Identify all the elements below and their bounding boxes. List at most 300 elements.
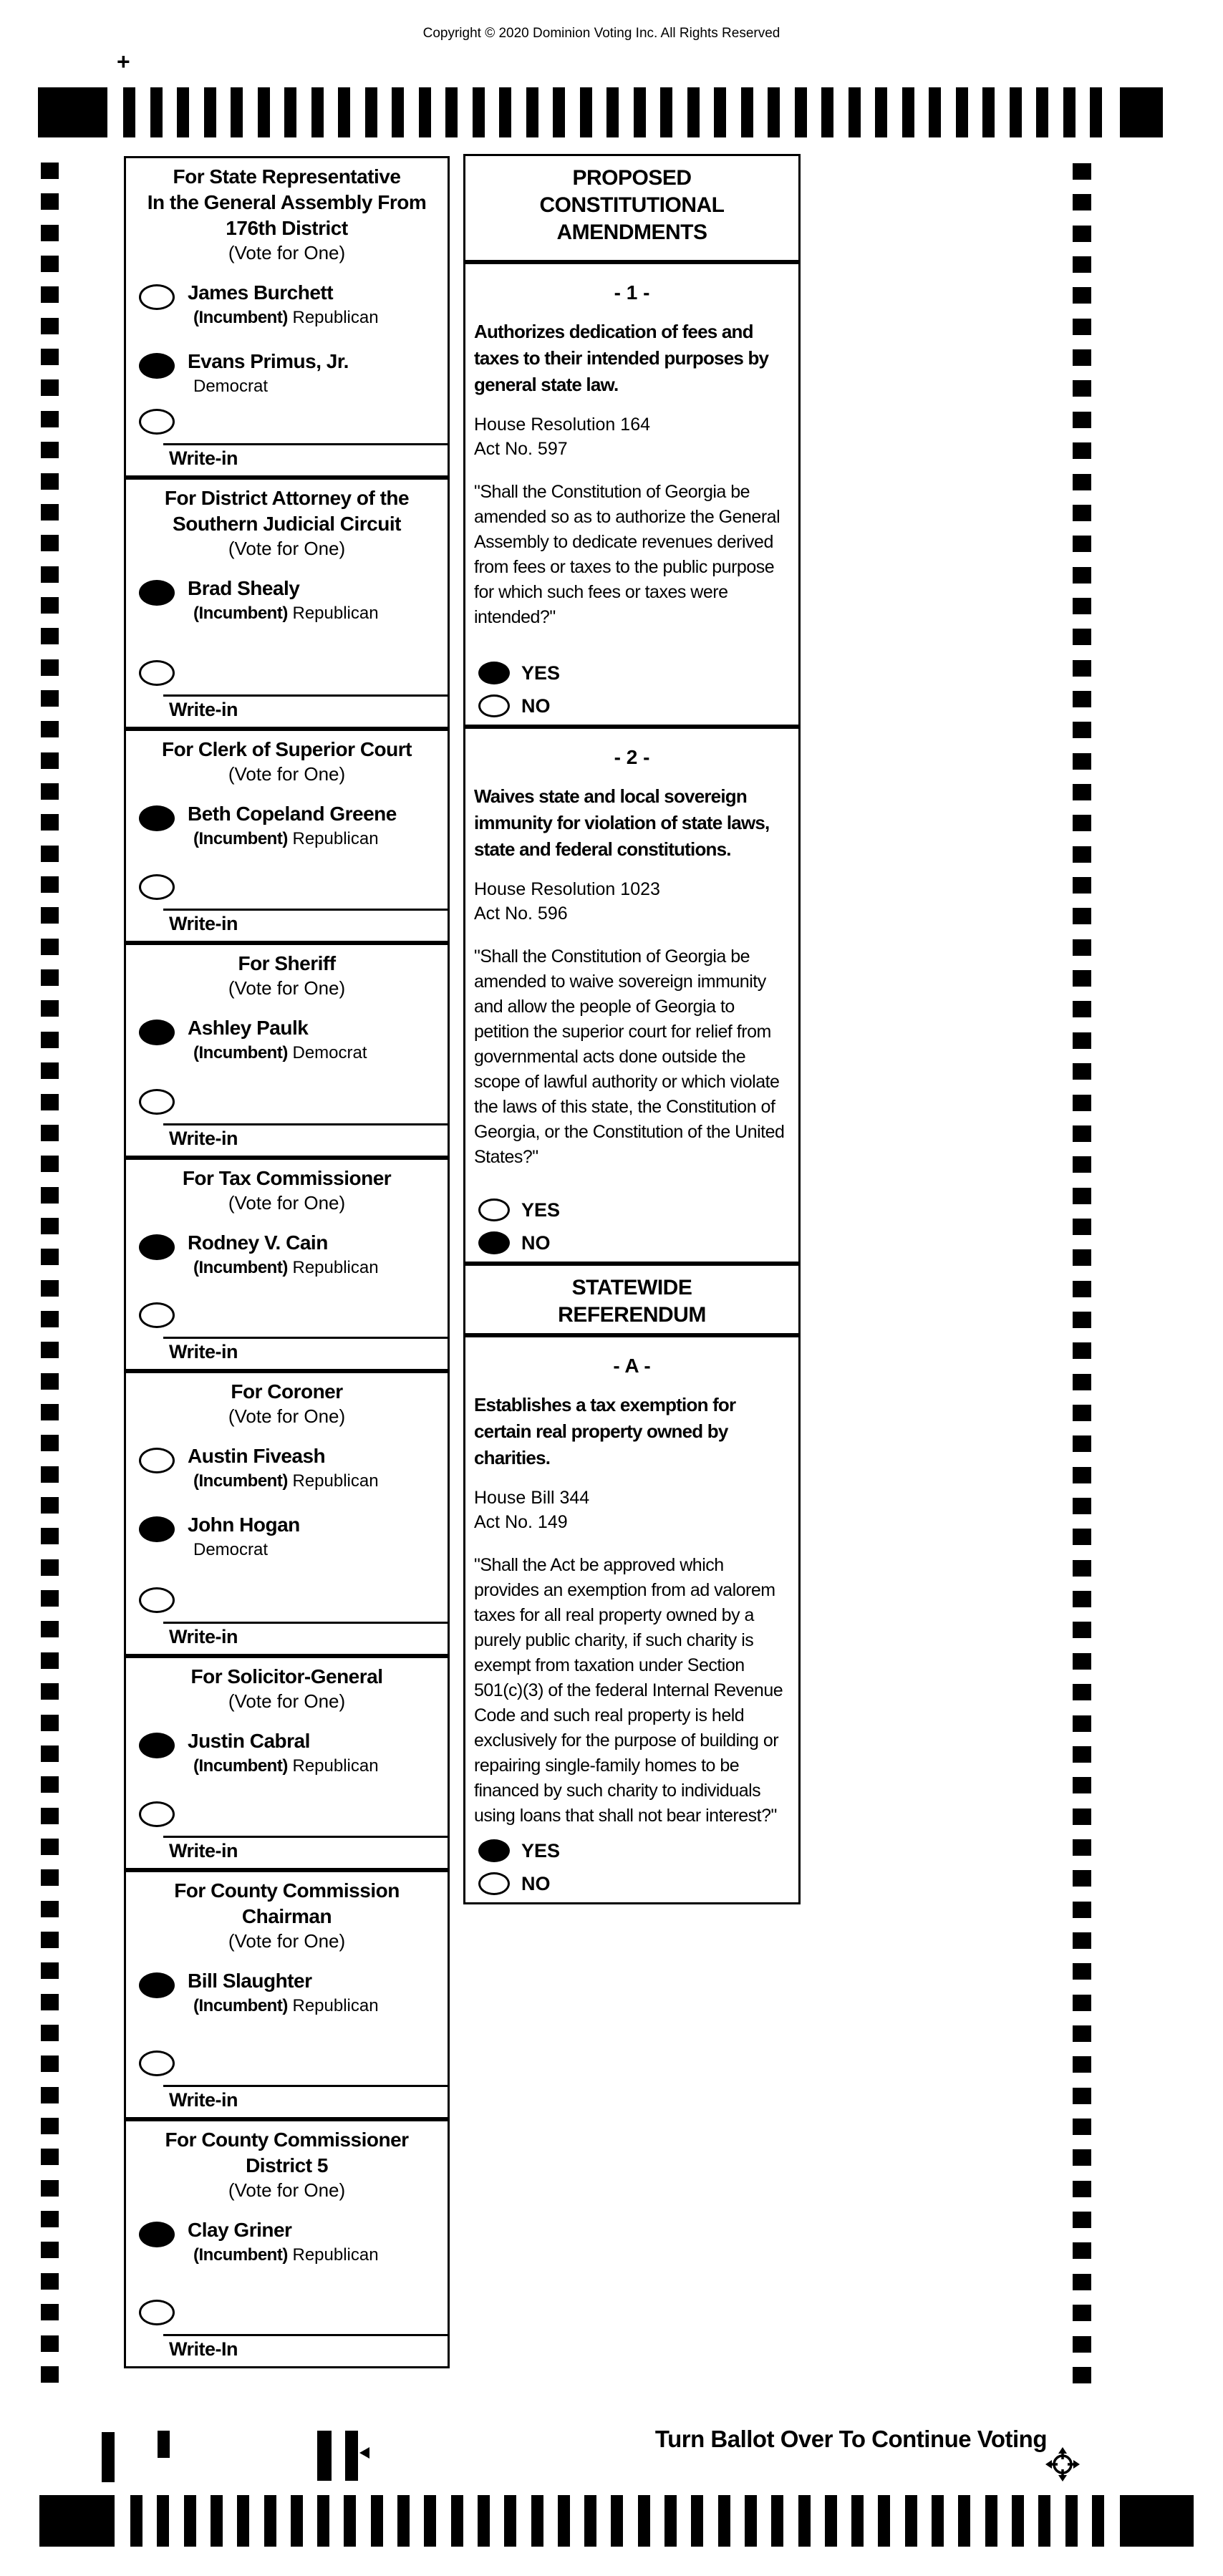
timing-mark-left bbox=[41, 2242, 59, 2258]
timing-mark-left bbox=[41, 1062, 59, 1079]
candidate-row bbox=[139, 1970, 448, 2038]
writein-oval[interactable] bbox=[139, 2300, 175, 2325]
measure-question: "Shall the Constitution of Georgia be amended to waive sovereign immunity and allow the people of Georgia to petition the superior court for relief from governmental acts done outside the scope of lawful authority or which violate the laws of this state, the Constitution of Georgia, or the Constitution of the United States?" bbox=[474, 946, 785, 1167]
option-no-oval[interactable] bbox=[478, 694, 510, 717]
timing-mark-left bbox=[41, 2180, 59, 2197]
timing-mark-bottom bbox=[344, 2495, 356, 2547]
timing-mark-right bbox=[1073, 287, 1091, 304]
vote-for-instruction: (Vote for One) bbox=[228, 1192, 346, 1214]
timing-mark-right bbox=[1073, 1746, 1091, 1763]
vote-for-instruction: (Vote for One) bbox=[228, 242, 346, 263]
timing-mark-bottom bbox=[1065, 2495, 1078, 2547]
timing-mark-top bbox=[499, 87, 511, 137]
header-line: PROPOSED bbox=[572, 166, 692, 190]
timing-mark-top bbox=[1010, 87, 1022, 137]
timing-mark-top bbox=[258, 87, 270, 137]
timing-mark-right bbox=[1073, 1715, 1091, 1732]
writein-line[interactable] bbox=[163, 1337, 448, 1339]
candidate-row bbox=[139, 577, 448, 646]
writein-area bbox=[126, 874, 448, 938]
timing-mark-top bbox=[849, 87, 861, 137]
timing-mark-left bbox=[41, 597, 59, 614]
timing-mark-left bbox=[41, 2304, 59, 2320]
timing-mark-left bbox=[41, 1715, 59, 1731]
candidate-oval-filled[interactable] bbox=[139, 580, 175, 606]
timing-mark-right bbox=[1073, 1405, 1091, 1421]
timing-mark-left bbox=[41, 1808, 59, 1824]
timing-mark-right bbox=[1073, 2367, 1091, 2383]
race-title-line: For State Representative bbox=[173, 165, 401, 188]
candidate-name: Ashley Paulk bbox=[188, 1017, 309, 1039]
timing-mark-bottom bbox=[531, 2495, 543, 2547]
candidate-text bbox=[188, 281, 379, 329]
candidate-name: Rodney V. Cain bbox=[188, 1231, 328, 1254]
measure-summary: Waives state and local sovereign immunity for violation of state laws, state and federal constitutions. bbox=[474, 785, 770, 860]
timing-mark-top bbox=[821, 87, 833, 137]
writein-line[interactable] bbox=[163, 1123, 448, 1125]
measure-box bbox=[463, 1335, 801, 1904]
candidate-oval-filled[interactable] bbox=[139, 2222, 175, 2247]
measure-box bbox=[463, 727, 801, 1264]
measure-number: - 2 - bbox=[614, 746, 650, 768]
authority-line: Act No. 596 bbox=[474, 904, 568, 924]
timing-mark-left bbox=[41, 379, 59, 396]
timing-mark-left bbox=[41, 1094, 59, 1110]
timing-mark-right bbox=[1073, 319, 1091, 335]
candidate-oval-filled[interactable] bbox=[139, 1516, 175, 1542]
timing-mark-top bbox=[982, 87, 995, 137]
race-title bbox=[126, 1373, 448, 1405]
writein-area bbox=[126, 2050, 448, 2114]
timing-mark-bottom bbox=[932, 2495, 944, 2547]
option-row bbox=[478, 1231, 560, 1254]
timing-mark-bottom bbox=[718, 2495, 730, 2547]
timing-mark-left bbox=[41, 193, 59, 210]
candidate-name: Austin Fiveash bbox=[188, 1445, 326, 1467]
timing-mark-bottom bbox=[558, 2495, 570, 2547]
writein-oval[interactable] bbox=[139, 2050, 175, 2076]
race-box bbox=[124, 478, 450, 729]
registration-plus-mark: + bbox=[117, 49, 130, 74]
timing-mark-right bbox=[1073, 2025, 1091, 2042]
timing-mark-right bbox=[1073, 256, 1091, 273]
timing-mark-bottom bbox=[424, 2495, 436, 2547]
measure-question: "Shall the Constitution of Georgia be amended so as to authorize the General Assembly to dedicate revenues derived from fees or taxes to the public purpose for which such fees or taxes were intended?" bbox=[474, 482, 780, 627]
race-title bbox=[126, 1872, 448, 1929]
timing-mark-right bbox=[1073, 2149, 1091, 2166]
timing-mark-right bbox=[1073, 691, 1091, 707]
timing-mark-right bbox=[1073, 784, 1091, 800]
timing-mark-left bbox=[41, 876, 59, 893]
measure-options bbox=[478, 1829, 560, 1895]
measure-box bbox=[463, 262, 801, 727]
candidate-oval-filled[interactable] bbox=[139, 805, 175, 831]
race-title-line: For Coroner bbox=[231, 1380, 343, 1403]
candidate-row bbox=[139, 1231, 448, 1300]
candidate-party: (Incumbent) Republican bbox=[193, 1996, 379, 2015]
race-title-line: In the General Assembly From bbox=[147, 191, 427, 213]
writein-label: Write-in bbox=[169, 2089, 238, 2111]
race-title-line: 176th District bbox=[226, 217, 348, 239]
candidate-party: (Incumbent) Republican bbox=[193, 604, 379, 623]
option-yes-oval-filled[interactable] bbox=[478, 662, 510, 684]
timing-mark-left bbox=[41, 442, 59, 458]
authority-line: Act No. 597 bbox=[474, 439, 568, 459]
race-title-line: District 5 bbox=[246, 2154, 328, 2176]
timing-mark-top bbox=[473, 87, 485, 137]
timing-mark-top bbox=[875, 87, 887, 137]
timing-mark-bottom-block bbox=[39, 2495, 115, 2547]
timing-mark-top bbox=[445, 87, 458, 137]
timing-mark-left bbox=[41, 1373, 59, 1390]
writein-line[interactable] bbox=[163, 694, 448, 697]
measure-authority bbox=[474, 1486, 791, 1534]
option-row bbox=[478, 1872, 560, 1895]
vote-for-instruction: (Vote for One) bbox=[228, 538, 346, 559]
measure-number: - 1 - bbox=[614, 281, 650, 304]
vote-for-instruction: (Vote for One) bbox=[228, 1930, 346, 1952]
option-label: YES bbox=[521, 662, 561, 684]
timing-mark-left bbox=[41, 1497, 59, 1514]
writein-oval[interactable] bbox=[139, 1801, 175, 1827]
timing-mark-left bbox=[41, 659, 59, 676]
timing-mark-right bbox=[1073, 1312, 1091, 1328]
timing-mark-bottom bbox=[397, 2495, 410, 2547]
amendments-header-box bbox=[463, 154, 801, 262]
timing-mark-left bbox=[41, 783, 59, 800]
timing-mark-right bbox=[1073, 846, 1091, 863]
timing-mark-top-block bbox=[38, 87, 107, 137]
candidate-oval-filled[interactable] bbox=[139, 1234, 175, 1260]
timing-mark-top bbox=[365, 87, 377, 137]
writein-oval[interactable] bbox=[139, 1587, 175, 1613]
timing-mark-top bbox=[795, 87, 807, 137]
timing-mark-right bbox=[1073, 380, 1091, 397]
option-label: NO bbox=[521, 1231, 551, 1254]
measure-options bbox=[478, 1188, 560, 1254]
vote-for-instruction: (Vote for One) bbox=[228, 2179, 346, 2201]
timing-mark-right bbox=[1073, 1808, 1091, 1825]
timing-mark-bottom bbox=[237, 2495, 249, 2547]
timing-mark-bottom bbox=[664, 2495, 677, 2547]
writein-oval[interactable] bbox=[139, 874, 175, 900]
option-no-oval[interactable] bbox=[478, 1872, 510, 1895]
option-label: YES bbox=[521, 1839, 561, 1861]
candidate-oval-filled[interactable] bbox=[139, 353, 175, 379]
candidate-party: (Incumbent) Republican bbox=[193, 1756, 379, 1776]
timing-mark-bottom bbox=[130, 2495, 142, 2547]
candidate-oval-filled[interactable] bbox=[139, 1972, 175, 1998]
timing-mark-bottom bbox=[825, 2495, 837, 2547]
timing-mark-left bbox=[41, 1901, 59, 1917]
timing-mark-bottom bbox=[211, 2495, 223, 2547]
timing-mark-right bbox=[1073, 505, 1091, 521]
race-box bbox=[124, 943, 450, 1158]
copyright-text: Copyright © 2020 Dominion Voting Inc. All Rights Reserved bbox=[422, 26, 780, 41]
timing-mark-right bbox=[1073, 226, 1091, 242]
candidate-row bbox=[139, 1514, 448, 1582]
candidate-party: (Incumbent) Republican bbox=[193, 829, 379, 848]
timing-mark-left bbox=[41, 1994, 59, 2010]
timing-mark-bottom bbox=[958, 2495, 970, 2547]
timing-mark-left bbox=[41, 1559, 59, 1576]
timing-mark-left bbox=[41, 1745, 59, 1762]
timing-mark-right bbox=[1073, 1529, 1091, 1545]
race-title bbox=[126, 2121, 448, 2179]
timing-mark-right bbox=[1073, 2181, 1091, 2197]
timing-mark-right bbox=[1073, 660, 1091, 677]
writein-label: Write-in bbox=[169, 447, 238, 469]
timing-mark-left bbox=[41, 1652, 59, 1669]
candidate-text bbox=[188, 1970, 379, 2017]
timing-mark-top bbox=[526, 87, 538, 137]
timing-mark-right bbox=[1073, 1777, 1091, 1793]
timing-mark-bottom bbox=[798, 2495, 811, 2547]
authority-line: Act No. 149 bbox=[474, 1512, 568, 1532]
timing-mark-left bbox=[41, 2087, 59, 2103]
timing-mark-left bbox=[41, 1000, 59, 1017]
timing-mark-left bbox=[41, 1528, 59, 1544]
measure-question: "Shall the Act be approved which provides an exemption from ad valorem taxes for all real property owned by a purely public charity, if such charity is exempt from taxation under Section 501(c)(3) of the federal Internal Revenue Code and such real property is held exclusively for the purpose of building or repairing single-family homes to be financed by such charity to individuals using loans that shall not bear interest?" bbox=[474, 1555, 783, 1826]
race-box bbox=[124, 156, 450, 478]
writein-oval[interactable] bbox=[139, 409, 175, 435]
timing-mark-left bbox=[41, 1032, 59, 1048]
timing-mark-left bbox=[41, 1466, 59, 1483]
timing-mark-top bbox=[687, 87, 700, 137]
timing-mark-top bbox=[1036, 87, 1048, 137]
race-title-line: For County Commissioner bbox=[165, 2129, 409, 2151]
writein-line[interactable] bbox=[163, 2334, 448, 2336]
timing-mark-top bbox=[768, 87, 780, 137]
writein-area bbox=[126, 660, 448, 724]
timing-mark-bottom bbox=[317, 2495, 329, 2547]
timing-mark-left bbox=[41, 1342, 59, 1358]
timing-mark-top bbox=[902, 87, 914, 137]
timing-mark-bottom bbox=[478, 2495, 490, 2547]
authority-line: House Resolution 164 bbox=[474, 415, 650, 435]
option-yes-oval-filled[interactable] bbox=[478, 1839, 510, 1862]
candidate-text bbox=[188, 1445, 379, 1492]
timing-mark-right bbox=[1073, 939, 1091, 956]
timing-mark-top bbox=[580, 87, 592, 137]
race-box bbox=[124, 2119, 450, 2368]
timing-mark-left bbox=[41, 1187, 59, 1204]
candidate-name: Evans Primus, Jr. bbox=[188, 350, 349, 372]
timing-mark-top bbox=[553, 87, 565, 137]
candidate-party: Democrat bbox=[193, 377, 269, 396]
race-title-line: Southern Judicial Circuit bbox=[173, 513, 401, 535]
timing-mark-right bbox=[1073, 163, 1091, 180]
measure-authority bbox=[474, 412, 791, 461]
timing-mark-left bbox=[41, 349, 59, 365]
writein-area bbox=[126, 1089, 448, 1153]
timing-mark-right bbox=[1073, 1653, 1091, 1670]
candidate-text bbox=[188, 1730, 379, 1777]
timing-mark-bottom bbox=[184, 2495, 196, 2547]
option-label: NO bbox=[521, 694, 551, 717]
race-title-line: For District Attorney of the bbox=[164, 487, 410, 509]
timing-mark-top bbox=[204, 87, 216, 137]
timing-mark-right bbox=[1073, 1591, 1091, 1607]
timing-mark-top bbox=[311, 87, 324, 137]
timing-mark-left bbox=[41, 535, 59, 551]
candidate-row bbox=[139, 803, 448, 871]
candidate-text bbox=[188, 803, 397, 850]
timing-mark-left bbox=[41, 2118, 59, 2134]
timing-mark-right bbox=[1073, 877, 1091, 894]
writein-line[interactable] bbox=[163, 1622, 448, 1624]
race-title bbox=[126, 158, 448, 241]
timing-mark-top bbox=[1090, 87, 1102, 137]
timing-mark-right bbox=[1073, 442, 1091, 459]
timing-mark-right bbox=[1073, 2274, 1091, 2290]
timing-mark-right bbox=[1073, 567, 1091, 584]
race-title-line: For Solicitor-General bbox=[190, 1665, 383, 1688]
candidate-party: (Incumbent) Republican bbox=[193, 1258, 379, 1277]
writein-line[interactable] bbox=[163, 2085, 448, 2087]
race-title bbox=[126, 945, 448, 977]
candidate-name: Justin Cabral bbox=[188, 1730, 310, 1752]
authority-line: House Resolution 1023 bbox=[474, 879, 660, 899]
turn-ballot-over-text: Turn Ballot Over To Continue Voting bbox=[654, 2426, 1047, 2452]
timing-mark-left bbox=[41, 256, 59, 272]
writein-label: Write-in bbox=[169, 1341, 238, 1362]
option-label: NO bbox=[521, 1872, 551, 1894]
option-row bbox=[478, 694, 560, 717]
timing-mark-bottom bbox=[451, 2495, 463, 2547]
timing-mark-bottom bbox=[638, 2495, 650, 2547]
writein-oval[interactable] bbox=[139, 1089, 175, 1115]
option-no-oval-filled[interactable] bbox=[478, 1231, 510, 1254]
timing-mark-right bbox=[1073, 2212, 1091, 2228]
timing-mark-top bbox=[634, 87, 646, 137]
timing-mark-bottom bbox=[504, 2495, 516, 2547]
timing-mark-right bbox=[1073, 1156, 1091, 1173]
timing-mark-top bbox=[392, 87, 404, 137]
timing-mark-right bbox=[1073, 1902, 1091, 1918]
candidate-oval[interactable] bbox=[139, 1448, 175, 1473]
timing-mark-top bbox=[338, 87, 350, 137]
timing-mark-left bbox=[41, 628, 59, 644]
timing-mark-right bbox=[1073, 412, 1091, 428]
header-line: CONSTITUTIONAL bbox=[539, 193, 725, 217]
timing-mark-right bbox=[1073, 1622, 1091, 1638]
race-title-line: For Sheriff bbox=[238, 952, 336, 974]
timing-mark-left bbox=[41, 752, 59, 769]
timing-mark-bottom bbox=[745, 2495, 757, 2547]
timing-mark-bottom bbox=[691, 2495, 703, 2547]
timing-mark-left bbox=[41, 2273, 59, 2290]
race-title-line: For County Commission bbox=[174, 1879, 400, 1902]
timing-mark-left bbox=[41, 1776, 59, 1793]
measure-options bbox=[478, 652, 560, 717]
timing-mark-right bbox=[1073, 1560, 1091, 1577]
timing-mark-right bbox=[1073, 1995, 1091, 2011]
writein-line[interactable] bbox=[163, 1836, 448, 1838]
candidate-name: James Burchett bbox=[188, 281, 334, 304]
timing-mark-right bbox=[1073, 1001, 1091, 1017]
timing-mark-top-block bbox=[1120, 87, 1163, 137]
candidate-party: (Incumbent) Democrat bbox=[193, 1043, 367, 1062]
timing-mark-right bbox=[1073, 2336, 1091, 2353]
writein-line[interactable] bbox=[163, 909, 448, 911]
timing-mark-bottom bbox=[584, 2495, 596, 2547]
candidate-party: (Incumbent) Republican bbox=[193, 2245, 379, 2265]
timing-mark-right bbox=[1073, 1032, 1091, 1049]
candidate-name: Bill Slaughter bbox=[188, 1970, 312, 1992]
timing-mark-left bbox=[41, 318, 59, 334]
race-box bbox=[124, 1656, 450, 1870]
timing-mark-right bbox=[1073, 598, 1091, 614]
race-box bbox=[124, 1870, 450, 2119]
timing-mark-left bbox=[41, 1869, 59, 1886]
timing-mark-left bbox=[41, 690, 59, 707]
candidate-oval-filled[interactable] bbox=[139, 1733, 175, 1758]
timing-mark-left bbox=[41, 1311, 59, 1327]
header-line: AMENDMENTS bbox=[556, 221, 707, 244]
measure-summary: Authorizes dedication of fees and taxes to their intended purposes by general state law. bbox=[474, 321, 769, 395]
writein-area bbox=[126, 2300, 448, 2363]
timing-mark-top bbox=[606, 87, 619, 137]
timing-mark-left bbox=[41, 2056, 59, 2072]
candidate-text bbox=[188, 577, 379, 624]
timing-mark-right bbox=[1073, 1125, 1091, 1142]
candidate-party: Democrat bbox=[193, 1540, 269, 1559]
option-yes-oval[interactable] bbox=[478, 1199, 510, 1221]
timing-mark-left bbox=[41, 1404, 59, 1420]
writein-label: Write-in bbox=[169, 913, 238, 934]
writein-line[interactable] bbox=[163, 443, 448, 445]
timing-mark-left bbox=[41, 1683, 59, 1700]
timing-mark-bottom bbox=[1092, 2495, 1104, 2547]
candidate-row bbox=[139, 2219, 448, 2287]
candidate-row bbox=[139, 1017, 448, 1085]
timing-mark-bottom bbox=[611, 2495, 623, 2547]
amendments-header bbox=[465, 156, 798, 246]
timing-mark-bottom bbox=[1038, 2495, 1050, 2547]
move-crosshair-icon bbox=[1045, 2447, 1080, 2481]
candidate-name: Clay Griner bbox=[188, 2219, 292, 2241]
candidate-name: Brad Shealy bbox=[188, 577, 300, 599]
timing-mark-right bbox=[1073, 194, 1091, 210]
timing-mark-left bbox=[41, 1962, 59, 1979]
timing-mark-left bbox=[41, 163, 59, 179]
candidate-party: (Incumbent) Republican bbox=[193, 308, 379, 327]
timing-mark-top bbox=[419, 87, 431, 137]
candidate-oval-filled[interactable] bbox=[139, 1020, 175, 1045]
timing-mark-bottom bbox=[157, 2495, 169, 2547]
race-box bbox=[124, 1158, 450, 1371]
writein-oval[interactable] bbox=[139, 660, 175, 686]
timing-mark-bottom bbox=[851, 2495, 864, 2547]
writein-oval[interactable] bbox=[139, 1302, 175, 1328]
race-box bbox=[124, 1371, 450, 1656]
timing-mark-right bbox=[1073, 2305, 1091, 2321]
timing-mark-left bbox=[41, 1156, 59, 1172]
timing-mark-left bbox=[41, 1280, 59, 1297]
writein-label: Write-In bbox=[169, 2338, 238, 2360]
timing-mark-bottom bbox=[905, 2495, 917, 2547]
timing-mark-right bbox=[1073, 1498, 1091, 1514]
timing-mark-left bbox=[41, 939, 59, 955]
timing-mark-left bbox=[41, 566, 59, 583]
timing-mark-left bbox=[41, 411, 59, 427]
timing-mark-right bbox=[1073, 1249, 1091, 1266]
writein-label: Write-in bbox=[169, 1128, 238, 1149]
timing-mark-left bbox=[41, 1932, 59, 1948]
candidate-oval[interactable] bbox=[139, 284, 175, 310]
timing-mark-left bbox=[41, 1218, 59, 1234]
